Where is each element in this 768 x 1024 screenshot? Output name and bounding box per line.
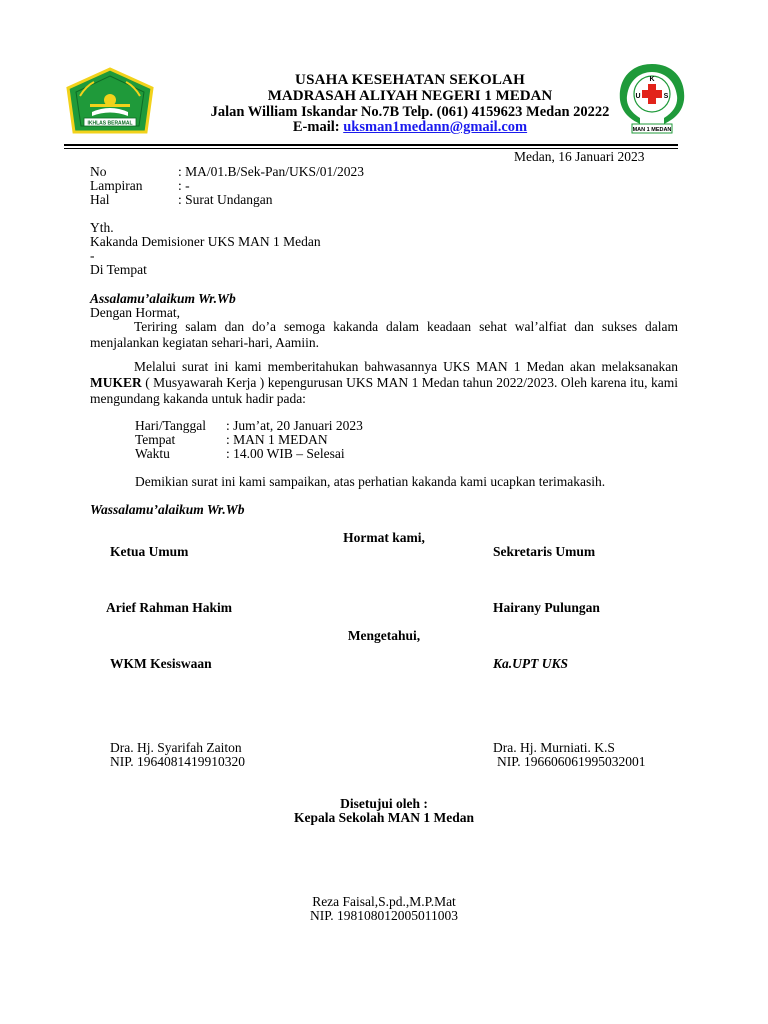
wkm-name: Dra. Hj. Syarifah Zaiton (110, 740, 242, 755)
hormat-kami: Hormat kami, (343, 530, 425, 545)
email-link[interactable]: uksman1medann@gmail.com (343, 119, 528, 135)
detail-label-waktu: Waktu (135, 446, 170, 461)
closing-sentence: Demikian surat ini kami sampaikan, atas perhatian kakanda kami ucapkan terimakasih. (135, 474, 606, 489)
sekretaris-name: Hairany Pulungan (493, 600, 600, 615)
p2-text-before: Melalui surat ini kami memberitahukan bahwasannya UKS MAN 1 Medan akan melaksanakan (134, 359, 678, 374)
letterhead-school: MADRASAH ALIYAH NEGERI 1 MEDAN (267, 88, 553, 104)
wkm-nip: NIP. 1964081419910320 (110, 754, 246, 769)
paragraph-1: Teriring salam dan do’a semoga kakanda dalam keadaan sehat wal’alfiat dan sukses dalam menjalankan kegiatan sehari-hari, Aamiin. (90, 319, 678, 350)
detail-value-hari: : Jum’at, 20 Januari 2023 (226, 418, 363, 433)
meta-value-lampiran: : - (178, 178, 190, 193)
letterhead-unit: USAHA KESEHATAN SEKOLAH (295, 72, 525, 88)
svg-text:S: S (663, 93, 669, 100)
detail-label-tempat: Tempat (135, 432, 176, 447)
recipient-place: Di Tempat (90, 262, 147, 277)
meta-label-hal: Hal (90, 192, 110, 207)
header-divider (64, 144, 678, 146)
svg-text:U: U (635, 93, 641, 100)
greeting: Dengan Hormat, (90, 305, 180, 320)
salam: Assalamu’alaikum Wr.Wb (90, 291, 236, 306)
meta-value-no: : MA/01.B/Sek-Pan/UKS/01/2023 (178, 164, 365, 179)
kaupt-title: Ka.UPT UKS (493, 656, 569, 671)
ketua-title: Ketua Umum (110, 544, 189, 559)
recipient-name: Kakanda Demisioner UKS MAN 1 Medan (90, 234, 321, 249)
recipient-yth: Yth. (90, 220, 114, 235)
svg-text:MAN 1 MEDAN: MAN 1 MEDAN (632, 127, 672, 133)
wassalam: Wassalamu’alaikum Wr.Wb (90, 502, 245, 517)
meta-label-lampiran: Lampiran (90, 178, 143, 193)
email-label: E-mail: (292, 119, 344, 135)
meta-value-hal: : Surat Undangan (178, 192, 273, 207)
letterhead-email-line (130, 119, 690, 135)
letterhead-address: Jalan William Iskandar No.7B Telp. (061) 4159623 Medan 20222 (210, 104, 610, 120)
detail-value-waktu: : 14.00 WIB – Selesai (226, 446, 345, 461)
letter-date: Medan, 16 Januari 2023 (514, 149, 645, 164)
paragraph-2 (90, 359, 678, 407)
detail-label-hari: Hari/Tanggal (135, 418, 207, 433)
recipient-dash: - (90, 248, 95, 263)
disetujui: Disetujui oleh : (340, 796, 428, 811)
kaupt-name: Dra. Hj. Murniati. K.S (493, 740, 615, 755)
svg-text:K: K (649, 76, 655, 83)
p2-text-after: ( Musyawarah Kerja ) kepengurusan UKS MAN 1 Medan tahun 2022/2023. Oleh karena itu, kami mengundang kakanda untuk hadir pada: (90, 375, 678, 406)
svg-text:IKHLAS BERAMAL: IKHLAS BERAMAL (87, 120, 133, 127)
kepala-name: Reza Faisal,S.pd.,M.P.Mat (312, 894, 456, 909)
mengetahui: Mengetahui, (347, 628, 421, 643)
sekretaris-title: Sekretaris Umum (493, 544, 596, 559)
detail-value-tempat: : MAN 1 MEDAN (226, 432, 328, 447)
kepala-nip: NIP. 198108012005011003 (309, 908, 458, 923)
p2-muker: MUKER (90, 375, 142, 390)
kaupt-nip: NIP. 196606061995032001 (497, 754, 646, 769)
kepala-title: Kepala Sekolah MAN 1 Medan (293, 810, 474, 825)
meta-label-no: No (90, 164, 107, 179)
ketua-name: Arief Rahman Hakim (106, 600, 232, 615)
wkm-title: WKM Kesiswaan (110, 656, 212, 671)
